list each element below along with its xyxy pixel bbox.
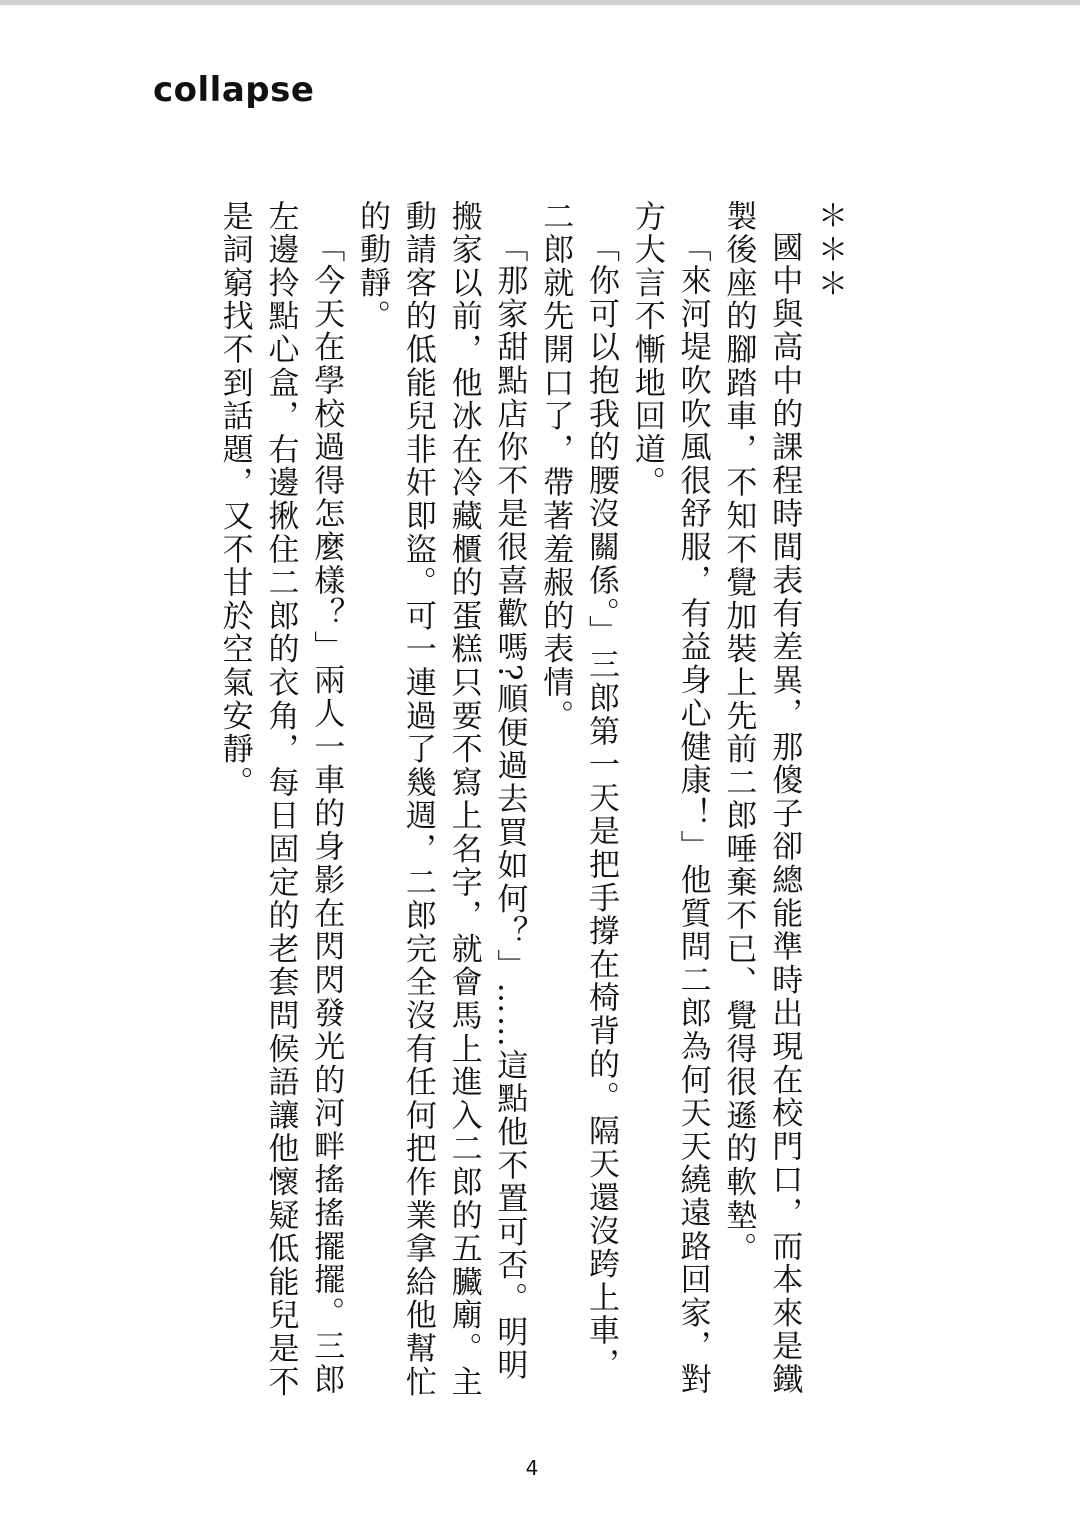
paragraph: 「那家甜點店你不是很喜歡嗎?順便過去買如何？」……這點他不置可否。明明搬家以前，他冰在冷藏櫃的蛋糕只要不寫上名字，就會馬上進入二郎的五臟廟。主動請客的低能兒非奸即盜。可一連過了幾週，二郎完全沒有任何把作業拿給他幫忙的動靜。	[354, 200, 528, 1399]
paragraph: 國中與高中的課程時間表有差異，那傻子卻總能準時出現在校門口，而本來是鐵製後座的腳踏車，不知不覺加裝上先前二郎唾棄不已、覺得很遜的軟墊。	[720, 200, 803, 1397]
section-separator: ＊＊＊	[812, 200, 847, 302]
page-number: 4	[525, 1456, 539, 1480]
vertical-body-text	[172, 200, 852, 1410]
chapter-title: collapse	[153, 70, 315, 110]
paragraph: 「今天在學校過得怎麼樣？」兩人一車的身影在閃閃發光的河畔搖搖擺擺。三郎左邊拎點心盒，右邊揪住二郎的衣角，每日固定的老套問候語讓他懷疑低能兒是不是詞窮找不到話題，又不甘於空氣安靜。	[216, 200, 345, 1399]
paragraph: 「來河堤吹吹風很舒服，有益身心健康！」他質問二郎為何天天繞遠路回家，對方大言不慚地回道。	[628, 200, 711, 1397]
paragraph: 「你可以抱我的腰沒關係。」三郎第一天是把手撐在椅背的。隔天還沒跨上車，二郎就先開口了，帶著羞赧的表情。	[537, 200, 620, 1381]
top-divider	[0, 0, 1080, 5]
